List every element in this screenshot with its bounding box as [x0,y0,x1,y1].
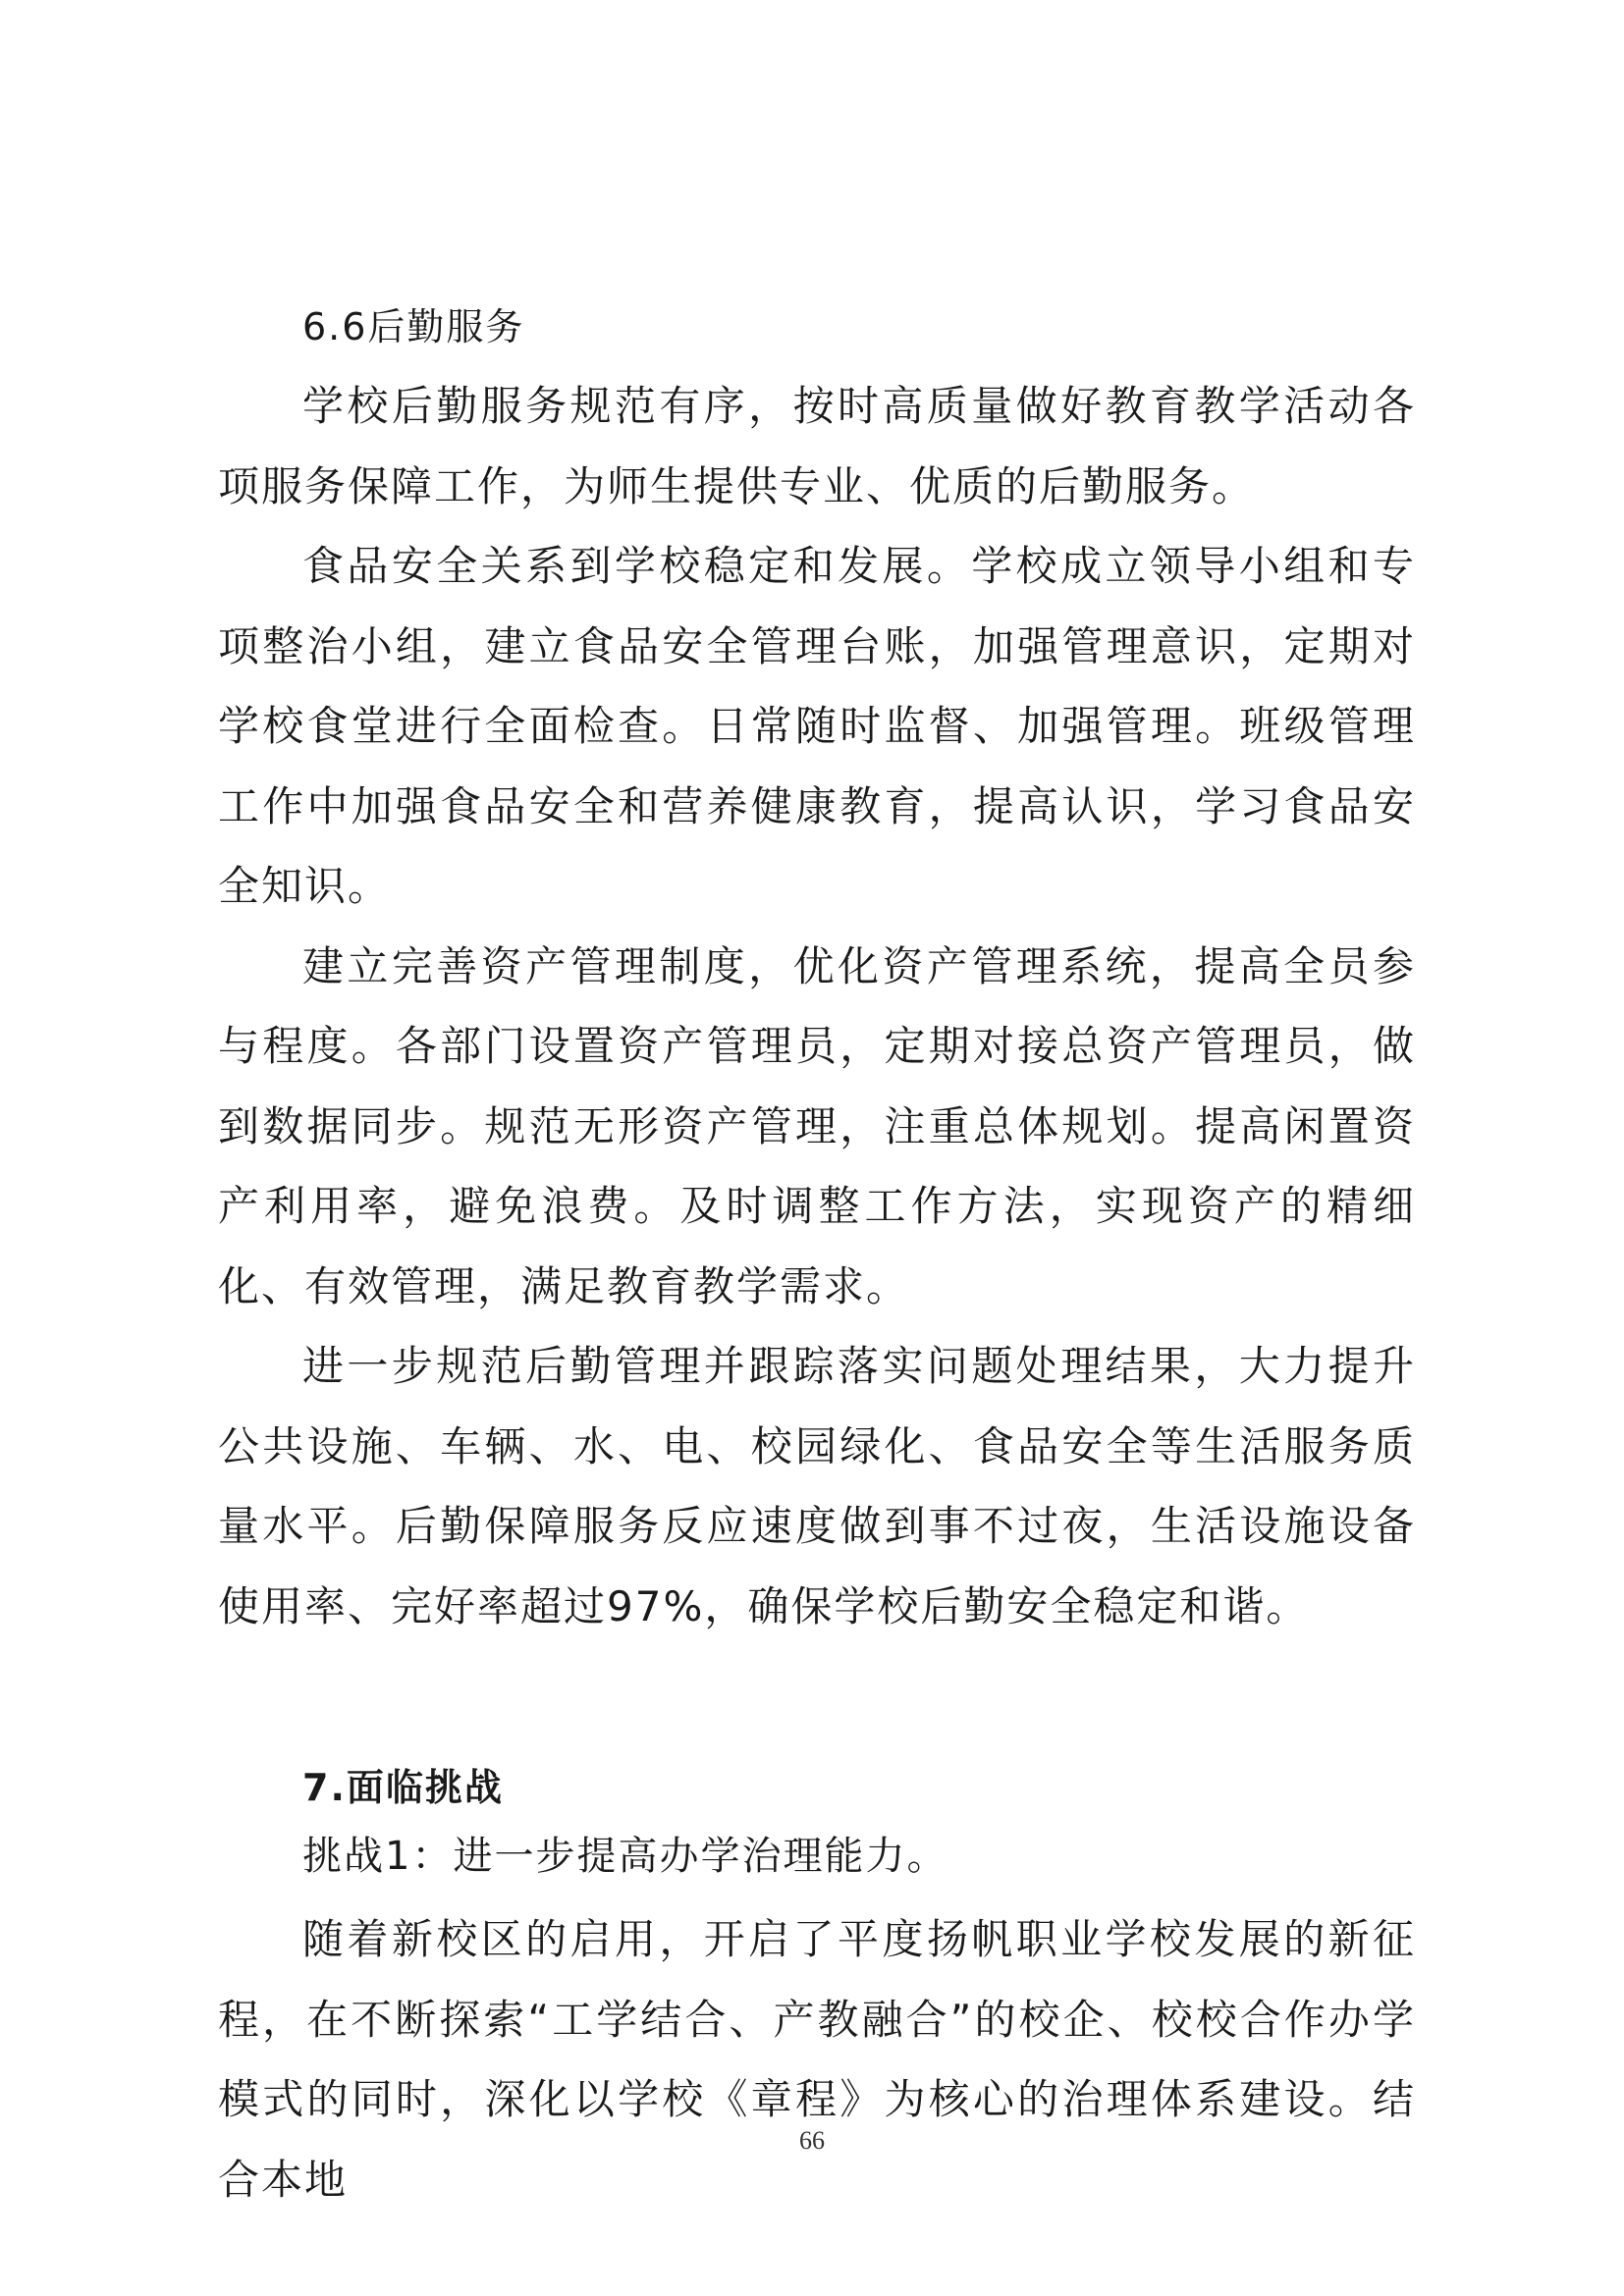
paragraph-food-safety: 食品安全关系到学校稳定和发展。学校成立领导小组和专项整治小组，建立食品安全管理台账，加强管理意识，定期对学校食堂进行全面检查。日常随时监督、加强管理。班级管理工作中加强食品安全和营养健康教育，提高认识，学习食品安全知识。 [218,542,1416,910]
section-spacer [218,1646,1416,1760]
page-content [218,299,1416,2219]
challenge-1-title: 挑战1：进一步提高办学治理能力。 [302,1834,948,1879]
paragraph-asset-management: 建立完善资产管理制度，优化资产管理系统，提高全员参与程度。各部门设置资产管理员，定期对接总资产管理员，做到数据同步。规范无形资产管理，注重总体规划。提高闲置资产利用率，避免浪费。及时调整工作方法，实现资产的精细化、有效管理，满足教育教学需求。 [218,941,1416,1310]
paragraph-logistics-improvement: 进一步规范后勤管理并跟踪落实问题处理结果，大力提升公共设施、车辆、水、电、校园绿化、食品安全等生活服务质量水平。后勤保障服务反应速度做到事不过夜，生活设施设备使用率、完好率超过97%，确保学校后勤安全稳定和谐。 [218,1342,1416,1630]
paragraph-logistics-overview: 学校后勤服务规范有序，按时高质量做好教育教学活动各项服务保障工作，为师生提供专业、优质的后勤服务。 [218,382,1416,510]
page-number: 66 [799,2126,825,2155]
section-heading-7: 7.面临挑战 [302,1766,504,1809]
section-heading-6-6: 6.6后勤服务 [302,305,525,348]
paragraph-challenge-1: 随着新校区的启用，开启了平度扬帆职业学校发展的新征程，在不断探索“工学结合、产教融合”的校企、校校合作办学模式的同时，深化以学校《章程》为核心的治理体系建设。结合本地 [218,1915,1416,2204]
